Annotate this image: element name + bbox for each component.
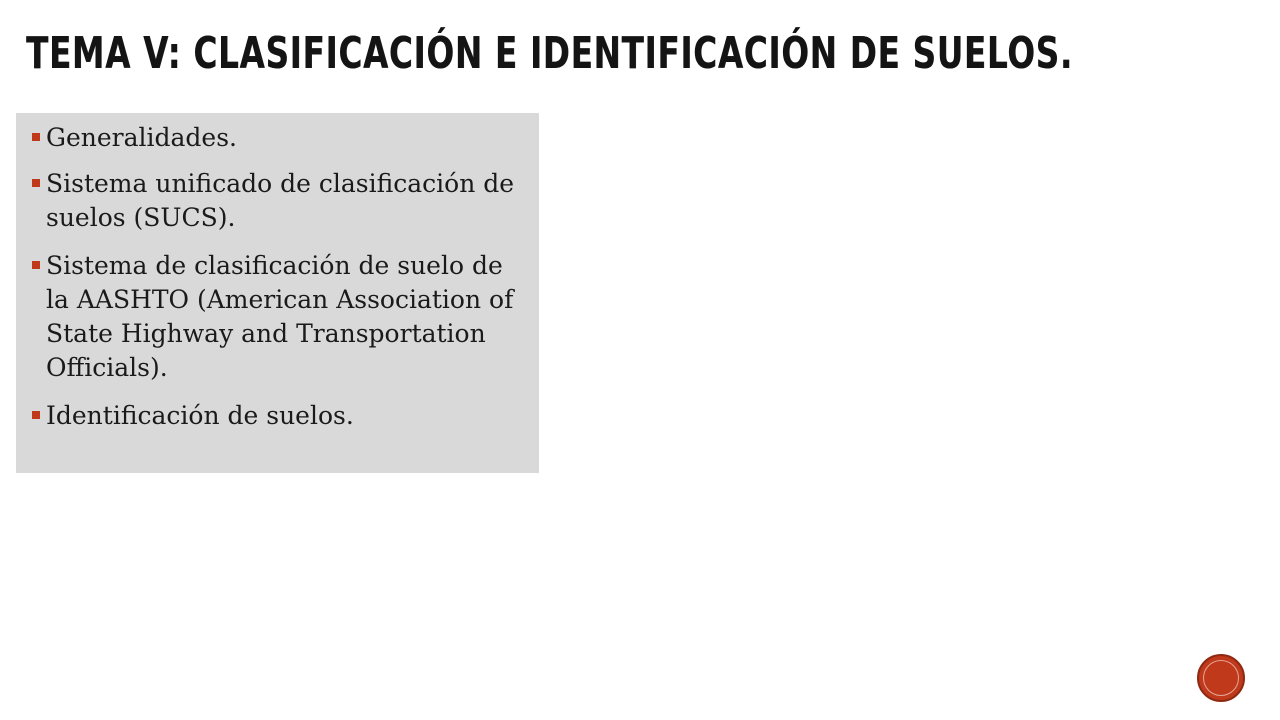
bullet-item-aashto xyxy=(38,249,531,385)
bullet-item-sucs xyxy=(38,167,531,235)
bullet-text: Sistema de clasificación de suelo de la AASHTO (American Association of State Highway and Transportation Officials). xyxy=(46,251,514,382)
slide-nav-button[interactable] xyxy=(1197,654,1245,702)
bullet-text: Identificación de suelos. xyxy=(46,401,354,430)
square-bullet-icon xyxy=(32,133,40,141)
slide-title: TEMA V: CLASIFICACIÓN E IDENTIFICACIÓN DE SUELOS. xyxy=(26,28,1073,79)
square-bullet-icon xyxy=(32,411,40,419)
bullet-text: Generalidades. xyxy=(46,123,237,152)
content-box xyxy=(16,113,539,473)
square-bullet-icon xyxy=(32,261,40,269)
bullet-list xyxy=(38,121,531,433)
circle-icon xyxy=(1203,660,1239,696)
bullet-item-generalidades xyxy=(38,121,531,155)
bullet-text: Sistema unificado de clasificación de suelos (SUCS). xyxy=(46,169,515,232)
bullet-item-identificacion xyxy=(38,399,531,433)
square-bullet-icon xyxy=(32,179,40,187)
